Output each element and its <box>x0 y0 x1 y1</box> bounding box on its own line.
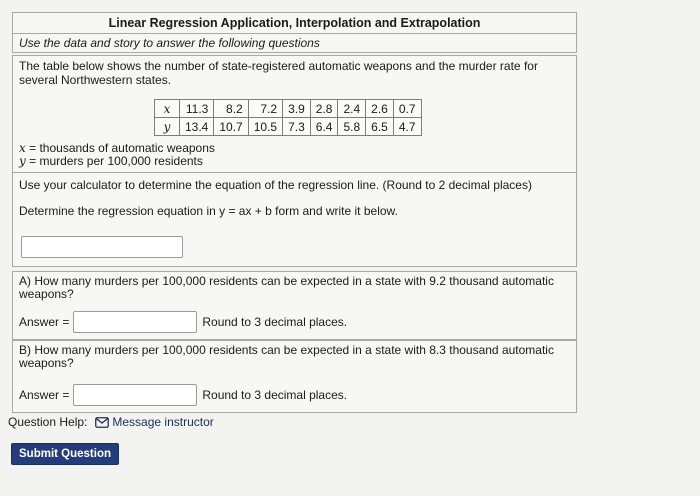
table-cell: 4.7 <box>393 118 421 136</box>
question-b-section <box>12 340 577 413</box>
story-section <box>12 55 577 173</box>
table-cell: 2.4 <box>338 100 366 118</box>
y-var: y <box>19 154 26 168</box>
x-def-text: = thousands of automatic weapons <box>25 141 215 155</box>
round-note-b: Round to 3 decimal places. <box>202 388 348 402</box>
answer-b-input[interactable] <box>73 384 197 406</box>
instructions: Use the data and story to answer the following questions <box>12 34 577 53</box>
answer-b-label: Answer = <box>19 388 70 402</box>
story-text: The table below shows the number of state-registered automatic weapons and the murder rate for several Northwestern states. <box>19 59 538 87</box>
table-cell: 6.5 <box>366 118 394 136</box>
y-header: y <box>155 118 180 136</box>
table-cell: 6.4 <box>310 118 338 136</box>
variable-definitions <box>19 142 570 168</box>
y-definition <box>19 155 570 168</box>
question-help <box>8 415 214 429</box>
question-container <box>12 12 577 413</box>
calc-instruction: Use your calculator to determine the equation of the regression line. (Round to 2 decimal places) <box>19 178 532 192</box>
question-a-section <box>12 271 577 340</box>
table-row-x <box>155 100 422 118</box>
equation-input[interactable] <box>21 236 183 258</box>
table-cell: 7.3 <box>283 118 311 136</box>
question-a-text: A) How many murders per 100,000 residents can be expected in a state with 9.2 thousand automatic weapons? <box>19 274 554 301</box>
equation-instruction: Determine the regression equation in y = ax + b form and write it below. <box>19 204 398 218</box>
y-def-text: = murders per 100,000 residents <box>25 154 203 168</box>
regression-section <box>12 173 577 267</box>
page-title: Linear Regression Application, Interpolation and Extrapolation <box>12 12 577 34</box>
message-instructor-link[interactable] <box>95 415 213 429</box>
table-cell: 5.8 <box>338 118 366 136</box>
table-cell: 10.7 <box>214 118 248 136</box>
question-b-text: B) How many murders per 100,000 residents can be expected in a state with 8.3 thousand automatic weapons? <box>19 343 554 370</box>
x-header: x <box>155 100 180 118</box>
table-cell: 3.9 <box>283 100 311 118</box>
table-cell: 2.8 <box>310 100 338 118</box>
answer-a-input[interactable] <box>73 311 197 333</box>
answer-b-row <box>19 382 570 408</box>
table-cell: 2.6 <box>366 100 394 118</box>
table-cell: 11.3 <box>180 100 214 118</box>
table-cell: 13.4 <box>180 118 214 136</box>
help-label: Question Help: <box>8 415 88 429</box>
submit-question-button[interactable]: Submit Question <box>11 443 119 465</box>
answer-a-label: Answer = <box>19 315 70 329</box>
table-cell: 8.2 <box>214 100 248 118</box>
answer-a-row <box>19 309 570 335</box>
envelope-icon <box>95 417 109 428</box>
x-var: x <box>19 141 26 155</box>
round-note-a: Round to 3 decimal places. <box>202 315 348 329</box>
table-cell: 10.5 <box>248 118 282 136</box>
table-cell: 7.2 <box>248 100 282 118</box>
table-cell: 0.7 <box>393 100 421 118</box>
message-instructor-label: Message instructor <box>112 415 214 429</box>
data-table <box>154 99 422 136</box>
table-row-y <box>155 118 422 136</box>
